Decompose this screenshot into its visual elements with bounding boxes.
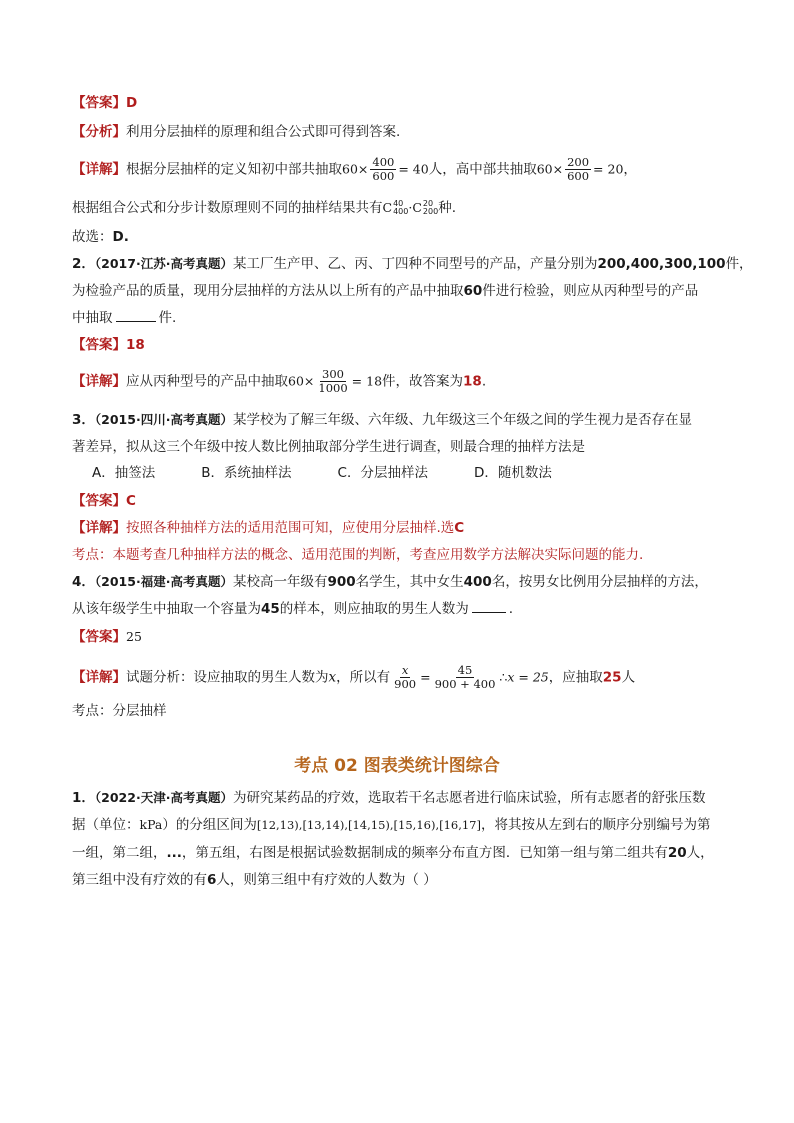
question-source: （2015·四川·高考真题） xyxy=(94,412,233,427)
q3-line-1 xyxy=(72,410,692,430)
choice-text: 故选： xyxy=(72,229,113,245)
q4-answer-line xyxy=(72,627,142,647)
numerator: 400 xyxy=(372,155,395,169)
combo-text: 种. xyxy=(438,200,456,216)
q1-analysis-line xyxy=(72,122,400,142)
detail-label: 【详解】 xyxy=(72,373,126,390)
option-c[interactable]: C．分层抽样法 xyxy=(337,465,428,481)
q5-line-1 xyxy=(72,788,705,808)
question-text: 为检验产品的质量，现用分层抽样的方法从以上所有的产品中抽取 xyxy=(72,283,464,299)
question-text: ）的分组区间为 xyxy=(162,817,257,833)
q4-line-2 xyxy=(72,599,513,619)
equals-sign: = xyxy=(420,669,431,685)
q2-answer-line xyxy=(72,335,145,355)
answer-label: 【答案】 xyxy=(72,493,126,509)
question-source: （2022·天津·高考真题） xyxy=(94,790,233,805)
formula-part: = 40 xyxy=(398,161,429,177)
q3-answer-line xyxy=(72,491,136,511)
question-text: 件， xyxy=(725,256,753,272)
numerator: x xyxy=(401,663,409,677)
question-text: 名学生，其中女生 xyxy=(355,574,464,590)
detail-answer: 25 xyxy=(602,669,622,686)
fraction xyxy=(433,664,498,691)
q2-line-1 xyxy=(72,254,753,274)
q3-detail-line xyxy=(72,518,464,538)
denominator: 900 + 400 xyxy=(434,677,496,691)
question-number-value: 6 xyxy=(207,872,217,888)
answer-label: 【答案】 xyxy=(72,95,126,111)
denominator: 600 xyxy=(567,169,590,183)
combination-symbol: C xyxy=(382,200,393,215)
option-a[interactable]: A．抽签法 xyxy=(92,465,156,481)
analysis-text: 利用分层抽样的原理和组合公式即可得到答案. xyxy=(126,124,401,140)
fraction xyxy=(316,368,349,395)
formula-part: 60× xyxy=(536,161,564,177)
detail-text: 试题分析：设应抽取的男生人数为 xyxy=(126,669,329,686)
q5-line-2 xyxy=(72,815,711,835)
denominator: 900 xyxy=(394,677,417,691)
numerator: 200 xyxy=(567,155,590,169)
question-number: 3． xyxy=(72,412,95,428)
comb-sub: 200 xyxy=(422,207,439,216)
formula-part: = 18 xyxy=(351,373,383,389)
denominator: 600 xyxy=(372,169,395,183)
numerator: 45 xyxy=(457,663,473,677)
detail-answer: C xyxy=(454,520,465,536)
q4-kaodian: 考点：分层抽样 xyxy=(72,703,167,719)
question-source: （2017·江苏·高考真题） xyxy=(94,256,233,271)
formula-part: 60× xyxy=(342,161,369,177)
question-number: 2． xyxy=(72,256,95,272)
comb-sup: 40 xyxy=(393,199,404,208)
detail-text: 人，高中部共抽取 xyxy=(428,161,537,178)
combo-text: 根据组合公式和分步计数原理则不同的抽样结果共有 xyxy=(72,200,383,216)
question-text: ，将其按从左到右的顺序分别编号为第 xyxy=(481,817,711,833)
variable-x: x xyxy=(328,669,337,686)
q2-line-2 xyxy=(72,281,698,301)
combination-indices xyxy=(423,200,438,216)
detail-text: 人 xyxy=(621,669,636,686)
fraction xyxy=(392,664,418,691)
detail-text: 件，故答案为 xyxy=(382,373,464,390)
detail-text: ， xyxy=(623,161,637,178)
detail-text: ，应抽取 xyxy=(548,669,603,686)
question-text: 某工厂生产甲、乙、丙、丁四种不同型号的产品，产量分别为 xyxy=(232,256,598,272)
comb-sup: 20 xyxy=(422,199,434,208)
answer-value: 18 xyxy=(126,337,145,353)
answer-label: 【答案】 xyxy=(72,629,126,645)
question-text: 某学校为了解三年级、六年级、九年级这三个年级之间的学生视力是否存在显 xyxy=(232,412,692,428)
question-text: 人，则第三组中有疗效的人数为（ ） xyxy=(216,872,437,888)
therefore-sign: ∴ xyxy=(499,669,508,685)
question-text: 的样本，则应抽取的男生人数为 xyxy=(279,601,469,617)
detail-text: . xyxy=(481,373,487,390)
q1-answer-line xyxy=(72,93,137,113)
question-text: 从该年级学生中抽取一个容量为 xyxy=(72,601,261,617)
question-number-value: 45 xyxy=(261,601,280,617)
q1-combo-line xyxy=(72,198,456,218)
detail-text: 根据分层抽样的定义知初中部共抽取 xyxy=(126,161,342,178)
fraction xyxy=(565,156,591,183)
question-text: 件. xyxy=(158,310,177,326)
question-text: 第三组中没有疗效的有 xyxy=(72,872,207,888)
detail-text: ，所以有 xyxy=(336,669,391,686)
combination-indices xyxy=(393,200,408,216)
answer-label: 【答案】 xyxy=(72,337,126,353)
fraction xyxy=(370,156,396,183)
option-d[interactable]: D．随机数法 xyxy=(473,465,552,481)
ellipsis: ... xyxy=(166,845,182,861)
q1-detail-line xyxy=(72,156,637,183)
question-text: . xyxy=(508,601,514,617)
q5-line-3 xyxy=(72,843,714,863)
question-number-value: 900 xyxy=(327,574,356,590)
question-text: 据（单位： xyxy=(72,817,140,833)
detail-label: 【详解】 xyxy=(72,520,126,536)
q3-line-2 xyxy=(72,437,585,457)
question-text: 件进行检验，则应从丙种型号的产品 xyxy=(482,283,699,299)
question-number-value: 60 xyxy=(463,283,483,299)
answer-blank xyxy=(116,309,156,322)
question-number: 4． xyxy=(72,574,95,590)
q3-kaodian: 考点：本题考查几种抽样方法的概念、适用范围的判断，考查应用数学方法解决实际问题的能力. xyxy=(72,547,644,563)
formula-part: = 20 xyxy=(593,161,624,177)
combination-symbol: C xyxy=(412,200,422,215)
question-source: （2015·福建·高考真题） xyxy=(94,574,233,589)
comb-sub: 400 xyxy=(393,207,409,216)
numerator: 300 xyxy=(322,367,344,381)
detail-label: 【详解】 xyxy=(72,161,126,178)
unit: kPa xyxy=(139,817,163,832)
question-text: 中抽取 xyxy=(72,310,113,326)
result: x = 25 xyxy=(507,669,549,685)
question-text: 一组，第二组， xyxy=(72,845,167,861)
detail-text: 按照各种抽样方法的适用范围可知，应使用分层抽样.选 xyxy=(126,520,455,536)
q3-options xyxy=(92,463,598,483)
analysis-label: 【分析】 xyxy=(72,124,126,140)
question-number-value: 200,400,300,100 xyxy=(597,256,726,272)
question-text: 名，按男女比例用分层抽样的方法， xyxy=(491,574,708,590)
question-text: 某校高一年级有 xyxy=(232,574,328,590)
question-text: 著差异，拟从这三个年级中按人数比例抽取部分学生进行调查，则最合理的抽样方法是 xyxy=(72,439,585,455)
q1-choice-line xyxy=(72,227,129,247)
question-number: 1． xyxy=(72,790,95,806)
answer-value: C xyxy=(126,493,136,509)
question-text: ，第五组，右图是根据试验数据制成的频率分布直方图．已知第一组与第二组共有 xyxy=(181,845,668,861)
question-number-value: 20 xyxy=(667,845,687,861)
answer-value: 25 xyxy=(126,629,142,644)
option-b[interactable]: B．系统抽样法 xyxy=(201,465,292,481)
detail-answer: 18 xyxy=(463,373,482,390)
detail-text: 应从丙种型号的产品中抽取 xyxy=(126,373,288,390)
dot-operator: · xyxy=(408,200,413,215)
answer-blank xyxy=(472,600,506,613)
choice-value: D. xyxy=(112,229,129,245)
detail-label: 【详解】 xyxy=(72,669,126,686)
formula-part: 60× xyxy=(288,373,315,389)
section-title: 考点 02 图表类统计图综合 xyxy=(294,756,500,776)
question-text: 为研究某药品的疗效，选取若干名志愿者进行临床试验，所有志愿者的舒张压数 xyxy=(232,790,706,806)
answer-value: D xyxy=(126,95,138,111)
question-number-value: 400 xyxy=(463,574,492,590)
q5-line-4 xyxy=(72,870,437,890)
q4-line-1 xyxy=(72,572,708,592)
question-text: 人， xyxy=(686,845,714,861)
q2-detail-line xyxy=(72,368,486,395)
denominator: 1000 xyxy=(318,381,348,395)
q2-line-3 xyxy=(72,308,176,328)
interval-list: [12,13),[13,14),[14,15),[15,16),[16,17] xyxy=(256,818,481,832)
q4-detail-line xyxy=(72,664,635,691)
